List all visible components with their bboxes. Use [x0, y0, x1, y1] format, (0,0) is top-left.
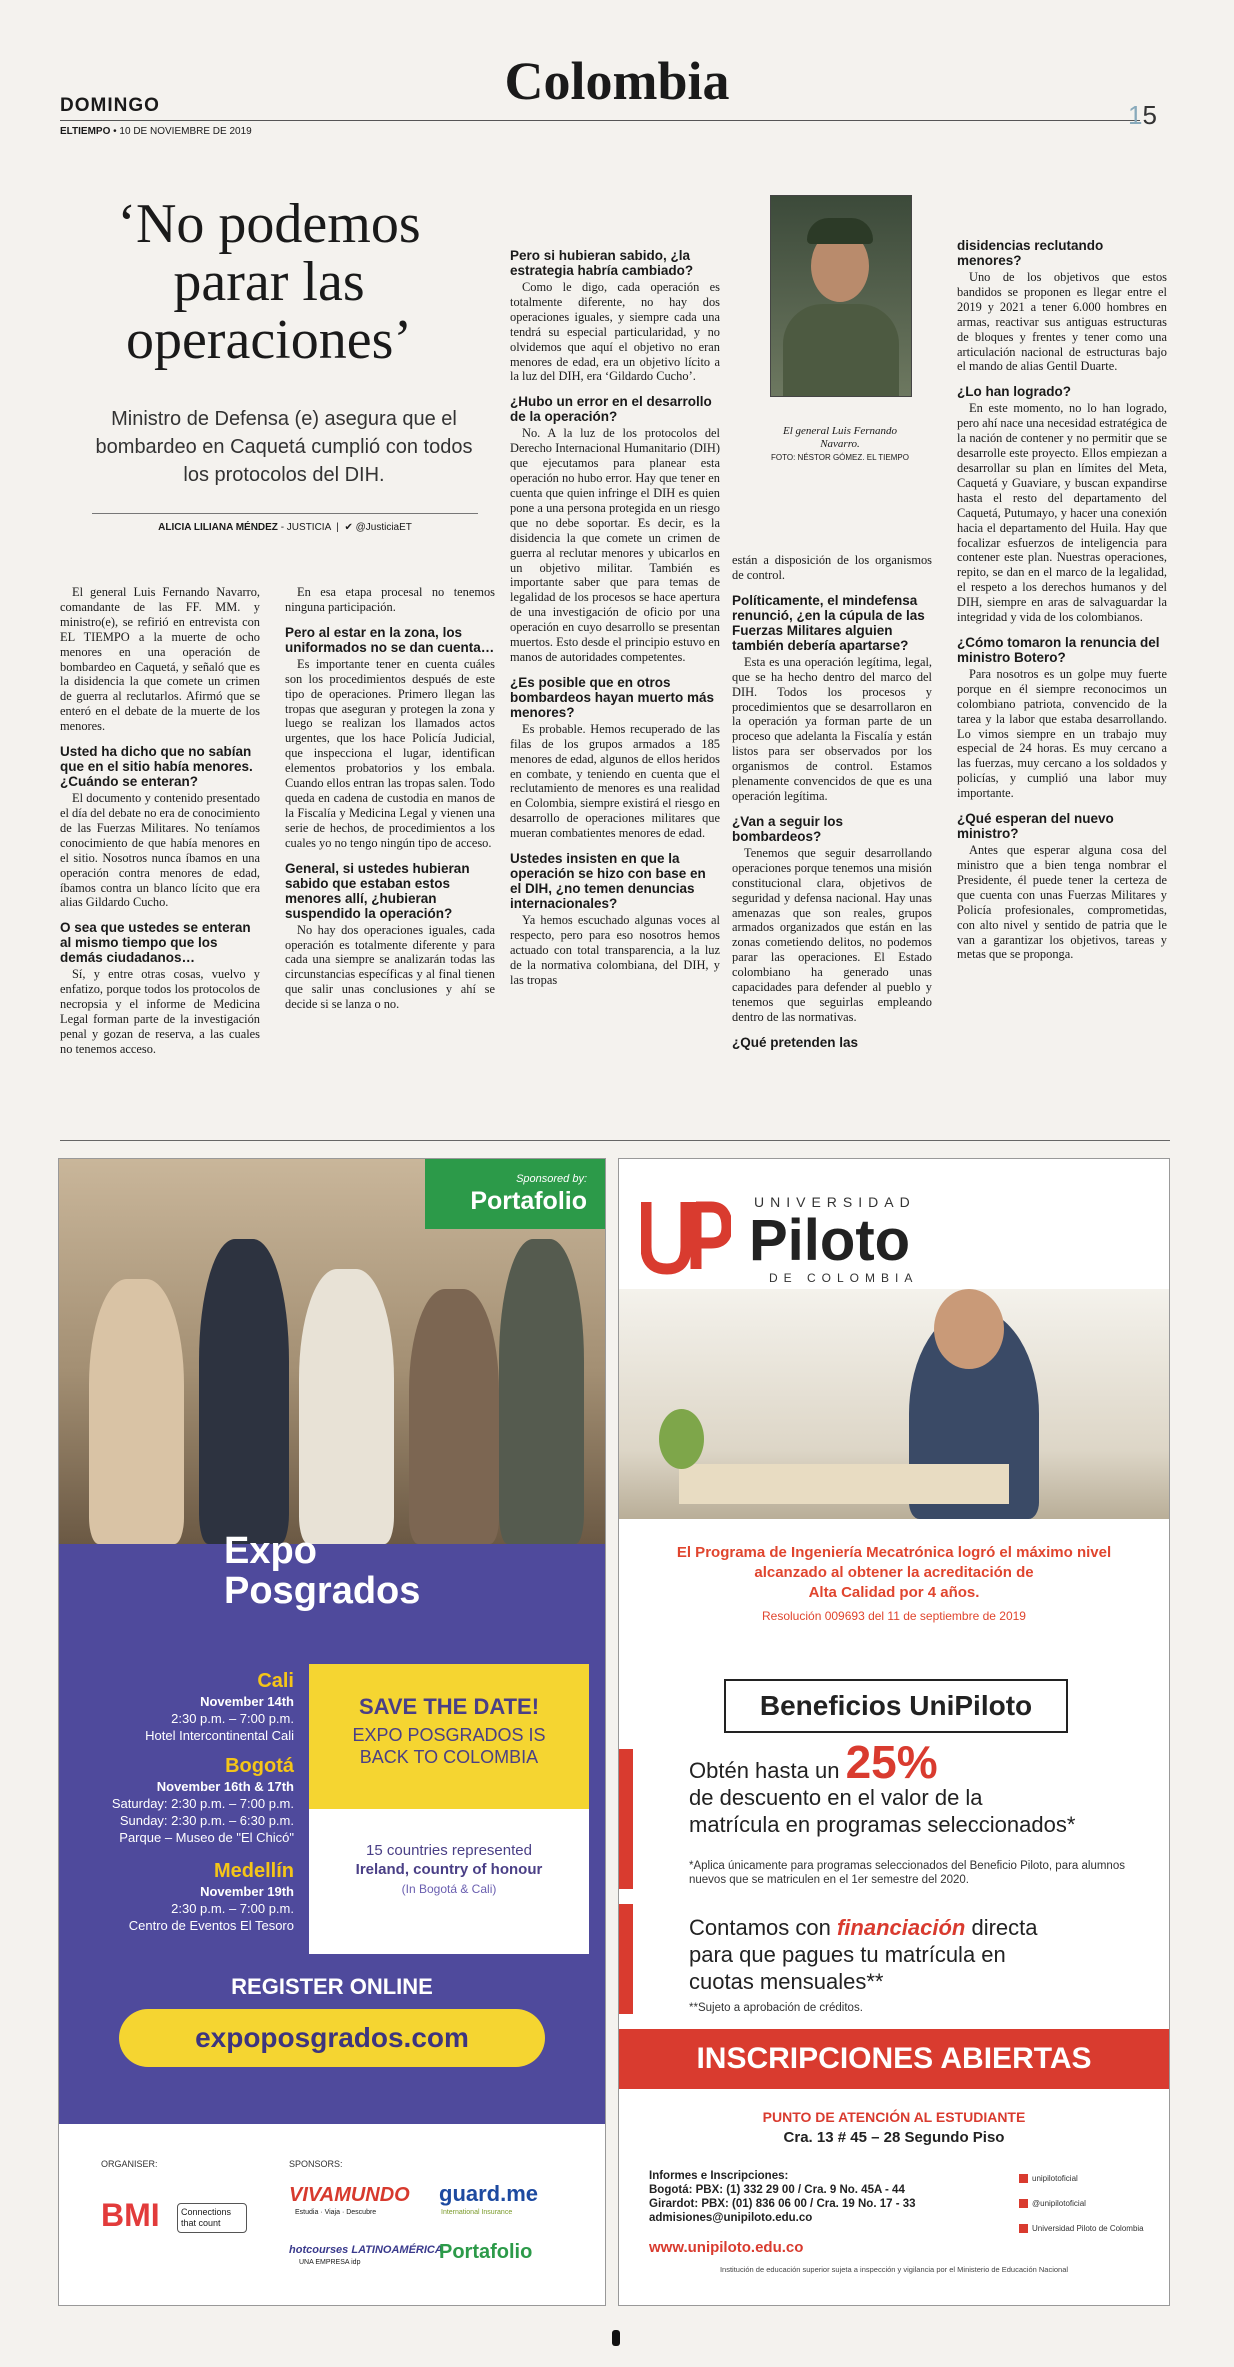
- address-text: Cra. 13 # 45 – 28 Segundo Piso: [783, 2129, 1005, 2146]
- info-girardot: Girardot: PBX: (01) 836 06 00 / Cra. 19 No. 17 - 33: [649, 2198, 916, 2210]
- paragraph: Uno de los objetivos que estos bandidos se proponen es llegar entre el 2019 y 2021 a tener 6.000 hombres en armas, reactivar sus antiguas estructuras de bloques y frentes y tener como una articulación nacional de estructuras bajo el mando de alias Gentil Duarte.: [957, 270, 1167, 374]
- institution-footer: Institución de educación superior sujeta a inspección y vigilancia por el Ministerio de Educación Nacional: [719, 2265, 1069, 2274]
- day-label: DOMINGO: [60, 95, 160, 116]
- organiser-label: ORGANISER:: [101, 2159, 158, 2169]
- paragraph: Como le digo, cada operación es totalmente diferente, no hay dos operaciones iguales, y siempre cada una tendrá su especial particularidad, y no olvidemos que aquí el objetivo no eran menores de edad, era un objetivo lícito a la luz del DIH, era ‘Gildardo Cucho’.: [510, 280, 720, 384]
- fin-text-c: para que pagues tu matrícula en: [689, 1942, 1006, 1967]
- subheading: ¿Van a seguir los bombardeos?: [732, 813, 844, 844]
- subheading: O sea que ustedes se enteran al mismo tiempo que los demás ciudadanos…: [60, 920, 251, 966]
- city-cali: [69, 1669, 294, 1744]
- page-digit: 5: [1142, 100, 1157, 130]
- unipiloto-ad[interactable]: [618, 1158, 1170, 2306]
- expo-url-button[interactable]: expoposgrados.com: [119, 2009, 545, 2067]
- photo-caption: El general Luis Fernando Navarro.: [783, 425, 897, 450]
- twitter-icon: ✔: [344, 522, 353, 533]
- facebook-text: Universidad Piloto de Colombia: [1032, 2224, 1144, 2233]
- city-detail: November 19th: [200, 1884, 294, 1899]
- sponsor-badge: [425, 1159, 605, 1229]
- subheading: Políticamente, el mindefensa renunció, ¿en la cúpula de las Fuerzas Militares alguien también debería apartarse?: [732, 592, 925, 653]
- city-medellin: [69, 1859, 294, 1934]
- city-detail: 2:30 p.m. – 7:00 p.m.: [171, 1901, 294, 1916]
- expo-brand: [224, 1531, 420, 1611]
- city-detail: Parque – Museo de "El Chicó": [119, 1830, 294, 1845]
- piloto-wordmark: Piloto: [749, 1208, 911, 1273]
- city-name: Bogotá: [225, 1755, 294, 1777]
- paragraph: No. A la luz de los protocolos del Derecho Internacional Humanitario (DIH) que ejecutamos para planear esta operación no hubo error. Hay que tener en cuenta que quien infringe el DIH es quien pone a una persona protegida en un riesgo que no debe soportar. Es decir, es la disidencia la que comete un crimen de guerra al reclutar menores y ubicarlos en un objetivo militar. También es importante saber que para temas de legalidad de los procesos se hace apertura de una investigación de oficio por una operación en cuyo desarrollo se presentan muertos. Esto desde el principio estuvo en manos de autoridades competentes.: [510, 426, 720, 664]
- subheading: ¿Lo han logrado?: [957, 384, 1071, 400]
- save-title: SAVE THE DATE!: [358, 1694, 540, 1719]
- brand-name: ELTIEMPO: [60, 126, 111, 137]
- piloto-logo-icon: [641, 1197, 731, 1275]
- save-subtitle: EXPO POSGRADOS IS BACK TO COLOMBIA: [352, 1725, 546, 1767]
- sponsor-name: Portafolio: [470, 1187, 587, 1215]
- countries-text: 15 countries represented: [366, 1842, 532, 1859]
- article-column-4: [957, 238, 1167, 968]
- city-detail: Centro de Eventos El Tesoro: [128, 1918, 294, 1933]
- desk-name: - JUSTICIA: [277, 522, 331, 533]
- website-link[interactable]: www.unipiloto.edu.co: [649, 2239, 804, 2256]
- twitter-icon: [1019, 2199, 1028, 2208]
- contact-info: [649, 2169, 916, 2225]
- attention-label: PUNTO DE ATENCIÓN AL ESTUDIANTE: [762, 2109, 1026, 2125]
- article-column-3b: [732, 553, 932, 1052]
- offer-text-a: Obtén hasta un: [689, 1758, 840, 1783]
- honour-note: (In Bogotá & Cali): [401, 1882, 497, 1896]
- fin-word: financiación: [836, 1915, 966, 1940]
- announce-line-3: Alta Calidad por 4 años.: [808, 1584, 980, 1601]
- red-accent-bar: [619, 1749, 633, 1889]
- instagram-text: unipilotoficial: [1032, 2174, 1078, 2183]
- hotcourses-logo: hotcourses LATINOAMÉRICA: [289, 2244, 443, 2256]
- subheading: General, si ustedes hubieran sabido que estaban estos menores allí, ¿hubieran suspendido la operación?: [285, 860, 470, 921]
- city-detail: November 14th: [200, 1694, 294, 1709]
- article-column-1: [60, 585, 260, 1063]
- student-photo: [619, 1289, 1169, 1519]
- paragraph: El general Luis Fernando Navarro, comandante de las FF. MM. y ministro(e), se refirió en entrevista con EL TIEMPO a la muerte de ocho menores en una operación de bombardeo en Caquetá, y señaló que es la disidencia la que comete un crimen de guerra al reclutarlos. Afirmó que se enteró en el debate de la muerte de los menores.: [60, 585, 260, 734]
- article-column-2: [285, 585, 495, 1018]
- offer-note: *Aplica únicamente para programas seleccionados del Beneficio Piloto, para alumnos nuevos que se matriculen en el 1er semestre del 2020.: [689, 1860, 1125, 1886]
- honour-text: Ireland, country of honour: [355, 1861, 543, 1878]
- brand-line-1: Expo: [224, 1530, 317, 1572]
- info-bogota: Bogotá: PBX: (1) 332 29 00 / Cra. 9 No. 45A - 44: [649, 2184, 905, 2196]
- subheading: Pero si hubieran sabido, ¿la estrategia habría cambiado?: [510, 248, 694, 278]
- paragraph: Es probable. Hemos recuperado de las filas de los grupos armados a 185 menores de edad, algunos de ellos heridos en combate, y teniendo en cuenta que el reclutamiento de menores es una realidad en Colombia, siempre existirá el riesgo en desarrollo de operaciones militares que mueran combatientes menores de edad.: [510, 721, 720, 841]
- financing-offer: [689, 1914, 1038, 1995]
- twitter-handle: @JusticiaET: [355, 522, 412, 533]
- discount-offer: [689, 1736, 1076, 1838]
- vivamundo-tagline: Estudia · Viaja · Descubre: [295, 2209, 377, 2216]
- section-title: Colombia: [504, 51, 730, 111]
- offer-text-b: de descuento en el valor de la: [689, 1785, 983, 1810]
- city-name: Medellín: [213, 1860, 294, 1882]
- city-detail: Sunday: 2:30 p.m. – 6:30 p.m.: [119, 1813, 294, 1828]
- subheading: ¿Qué pretenden las: [732, 1034, 859, 1050]
- subheading: Ustedes insisten en que la operación se hizo con base en el DIH, ¿no temen denuncias internacionales?: [510, 851, 706, 912]
- fin-note: **Sujeto a aprobación de créditos.: [689, 2002, 863, 2014]
- bmi-logo: BMI: [101, 2197, 160, 2233]
- page-number: [1128, 100, 1157, 131]
- article-headline: ‘No podemos parar las operaciones’: [117, 193, 421, 371]
- sponsors-label: SPONSORS:: [289, 2159, 343, 2169]
- author-name: ALICIA LILIANA MÉNDEZ: [158, 522, 278, 533]
- general-photo: [770, 195, 912, 397]
- subheading: disidencias reclutando menores?: [957, 238, 1104, 268]
- announce-line-2: alcanzado al obtener la acreditación de: [754, 1564, 1034, 1581]
- page-fold-mark: [612, 2330, 620, 2346]
- hotcourses-tagline: UNA EMPRESA idp: [299, 2259, 361, 2266]
- expo-posgrados-ad[interactable]: [58, 1158, 606, 2306]
- header-rule: [60, 120, 1140, 121]
- paragraph: En este momento, no lo han logrado, pero ahí nace una necesidad estratégica de la nación de contener y no permitir que se desarrolle este proyecto. Ellos empiezan a desarrollar su plan en límites del Meta, Caquetá y Guaviare, y buscan expandirse hasta el resto del departamento del Caquetá, Putumayo, y hacer una conexión hacia el departamento del Huila. Hay que focalizar esfuerzos de inteligencia para contener este plan. Nuestras operaciones, repito, se dan en el marco de la legalidad, el respeto a los derechos humanos y del DIH, siempre en aras de salvaguardar la integridad y vida de los colombianos.: [957, 401, 1167, 625]
- offer-text-c: matrícula en programas seleccionados*: [689, 1812, 1076, 1837]
- subheading: Pero al estar en la zona, los uniformados no se dan cuenta…: [285, 624, 495, 655]
- discount-percent: 25%: [845, 1736, 938, 1788]
- twitter-text: @unipilotoficial: [1032, 2199, 1086, 2208]
- city-detail: November 16th & 17th: [156, 1779, 294, 1794]
- paragraph: Sí, y entre otras cosas, vuelvo y enfatizo, porque todos los protocolos de necropsia y el informe de Medicina Legal forman parte de la investigación penal y gozan de reserva, a las cuales no tenemos acceso.: [60, 967, 260, 1056]
- facebook-icon: [1019, 2224, 1028, 2233]
- benefits-title: Beneficios UniPiloto: [724, 1679, 1068, 1733]
- inscriptions-banner[interactable]: INSCRIPCIONES ABIERTAS: [619, 2029, 1169, 2089]
- city-detail: Hotel Intercontinental Cali: [145, 1728, 294, 1743]
- paragraph: No hay dos operaciones iguales, cada operación es totalmente diferente y para cada una siempre se analizarán todas las circunstancias específicas y al final tienen que salir unas conclusiones y ahí se decide si se lanza o no.: [285, 922, 495, 1012]
- fin-text-d: cuotas mensuales**: [689, 1969, 884, 1994]
- fin-text-b: directa: [971, 1915, 1038, 1940]
- fin-text-a: Contamos con: [689, 1915, 831, 1940]
- paragraph: Es importante tener en cuenta cuáles son los procedimientos después de este tipo de operaciones. Primero llegan las tropas que aseguran y protegen la zona y luego se realizan los llamados actos urgentes, que los hace Policía Judicial, que inspecciona el lugar, identifican elementos probatorios y los embala. Cuando ellos entran las tropas salen. Todo queda en cadena de custodia en manos de la Fiscalía y Medicina Legal y vienen una serie de hechos, de procedimientos a los cuales yo no tengo ningún tipo de acceso.: [285, 656, 495, 850]
- subheading: ¿Cómo tomaron la renuncia del ministro Botero?: [957, 634, 1160, 665]
- register-label: REGISTER ONLINE: [231, 1974, 433, 1999]
- paragraph: El documento y contenido presentado el día del debate no era de conocimiento de las Fuerzas Militares. No teníamos conocimiento de que había menores en el sitio. Nosotros nunca íbamos en una operación contra menores de edad, íbamos contra un blanco lícito que era alias Gildardo Cucho.: [60, 791, 260, 910]
- paragraph: Para nosotros es un golpe muy fuerte porque en él siempre reconocimos un colombiano patriota, convencido de la tarea y la labor que estaba desarrollando. Lo vimos siempre en un trabajo muy especial de 24 horas. Es muy cercano a las fuerzas, muy cercano a los soldados y policías, y cumplió una labor muy importante.: [957, 666, 1167, 801]
- issue-date: [60, 126, 252, 137]
- paragraph: En esa etapa procesal no tenemos ninguna participación.: [285, 585, 495, 614]
- info-email[interactable]: admisiones@unipiloto.edu.co: [649, 2212, 813, 2224]
- subheading: ¿Hubo un error en el desarrollo de la operación?: [510, 394, 712, 425]
- city-bogota: [69, 1754, 294, 1846]
- paragraph: están a disposición de los organismos de control.: [732, 553, 932, 582]
- paragraph: Esta es una operación legítima, legal, que se ha hecho dentro del marco del DIH. Todos los procesos y procedimientos que se desarrollaron en la operación ya forman parte de un proceso que adelanta la Fiscalía y están listos para ser observados por los organismos de control. Estamos plenamente convencidos de que es una operación legítima.: [732, 654, 932, 803]
- article-column-3: [510, 238, 720, 994]
- university-label: UNIVERSIDAD: [754, 1194, 916, 1210]
- portafolio-logo: Portafolio: [439, 2241, 533, 2263]
- sponsored-by-label: Sponsored by:: [516, 1173, 587, 1185]
- instagram-icon: [1019, 2174, 1028, 2183]
- article-dek: Ministro de Defensa (e) asegura que el bombardeo en Caquetá cumplió con todos los protocolos del DIH.: [95, 408, 473, 486]
- guardme-logo: guard.me: [439, 2181, 539, 2206]
- date-text: • 10 DE NOVIEMBRE DE 2019: [110, 126, 252, 137]
- twitter-handle-ad[interactable]: [1019, 2199, 1086, 2208]
- ads-divider: [60, 1140, 1170, 1141]
- save-the-date-box: [309, 1664, 589, 1954]
- paragraph: Antes que esperar alguna cosa del ministro que a bien tenga nombrar el Presidente, él puede tener la certeza de que cuenta con unas Fuerzas Militares y Policía profesionales, comprometidas, con alto nivel y sentido de patria que le van a garantizar los objetivos, tareas y metas que se proponga.: [957, 843, 1167, 962]
- country-label: DE COLOMBIA: [769, 1271, 919, 1285]
- page-prefix: 1: [1128, 100, 1143, 130]
- city-name: Cali: [257, 1670, 294, 1692]
- byline-rule: [92, 513, 478, 514]
- photo-credit: FOTO: NÉSTOR GÓMEZ. EL TIEMPO: [771, 453, 909, 462]
- guardme-tagline: International Insurance: [441, 2209, 513, 2216]
- info-title: Informes e Inscripciones:: [649, 2170, 789, 2182]
- city-detail: Saturday: 2:30 p.m. – 7:00 p.m.: [111, 1796, 294, 1811]
- resolution-text: Resolución 009693 del 11 de septiembre de 2019: [762, 1609, 1026, 1623]
- red-accent-bar-2: [619, 1904, 633, 2014]
- city-detail: 2:30 p.m. – 7:00 p.m.: [171, 1711, 294, 1726]
- paragraph: Tenemos que seguir desarrollando operaciones porque tenemos una misión constitucional clara, objetivos de seguridad y defensa nacional. Hay unas amenazas que son reales, grupos armados organizados que están en las zonas cometiendo delitos, no podemos parar las operaciones. El Estado colombiano ha generado unas capacidades para defender al pueblo y tenemos que seguirlas empleando dentro de las normativas.: [732, 845, 932, 1024]
- subheading: ¿Es posible que en otros bombardeos hayan muerto más menores?: [510, 674, 715, 720]
- facebook-handle[interactable]: [1019, 2224, 1144, 2233]
- byline: ALICIA LILIANA MÉNDEZ - JUSTICIA | ✔ @JusticiaET: [158, 522, 412, 533]
- subheading: ¿Qué esperan del nuevo ministro?: [957, 811, 1114, 842]
- instagram-handle[interactable]: [1019, 2174, 1078, 2183]
- vivamundo-logo: VIVAMUNDO: [289, 2184, 410, 2206]
- paragraph: Ya hemos escuchado algunas voces al respecto, pero para eso nosotros hemos actuado con total transparencia, a la luz de la normativa colombiana, del DIH, y las tropas: [510, 913, 720, 987]
- brand-line-2: Posgrados: [224, 1570, 421, 1612]
- subheading: Usted ha dicho que no sabían que en el sitio había menores. ¿Cuándo se enteran?: [60, 744, 253, 790]
- bmi-tagline: Connections that count: [177, 2203, 247, 2233]
- announce-line-1: El Programa de Ingeniería Mecatrónica logró el máximo nivel: [676, 1544, 1112, 1561]
